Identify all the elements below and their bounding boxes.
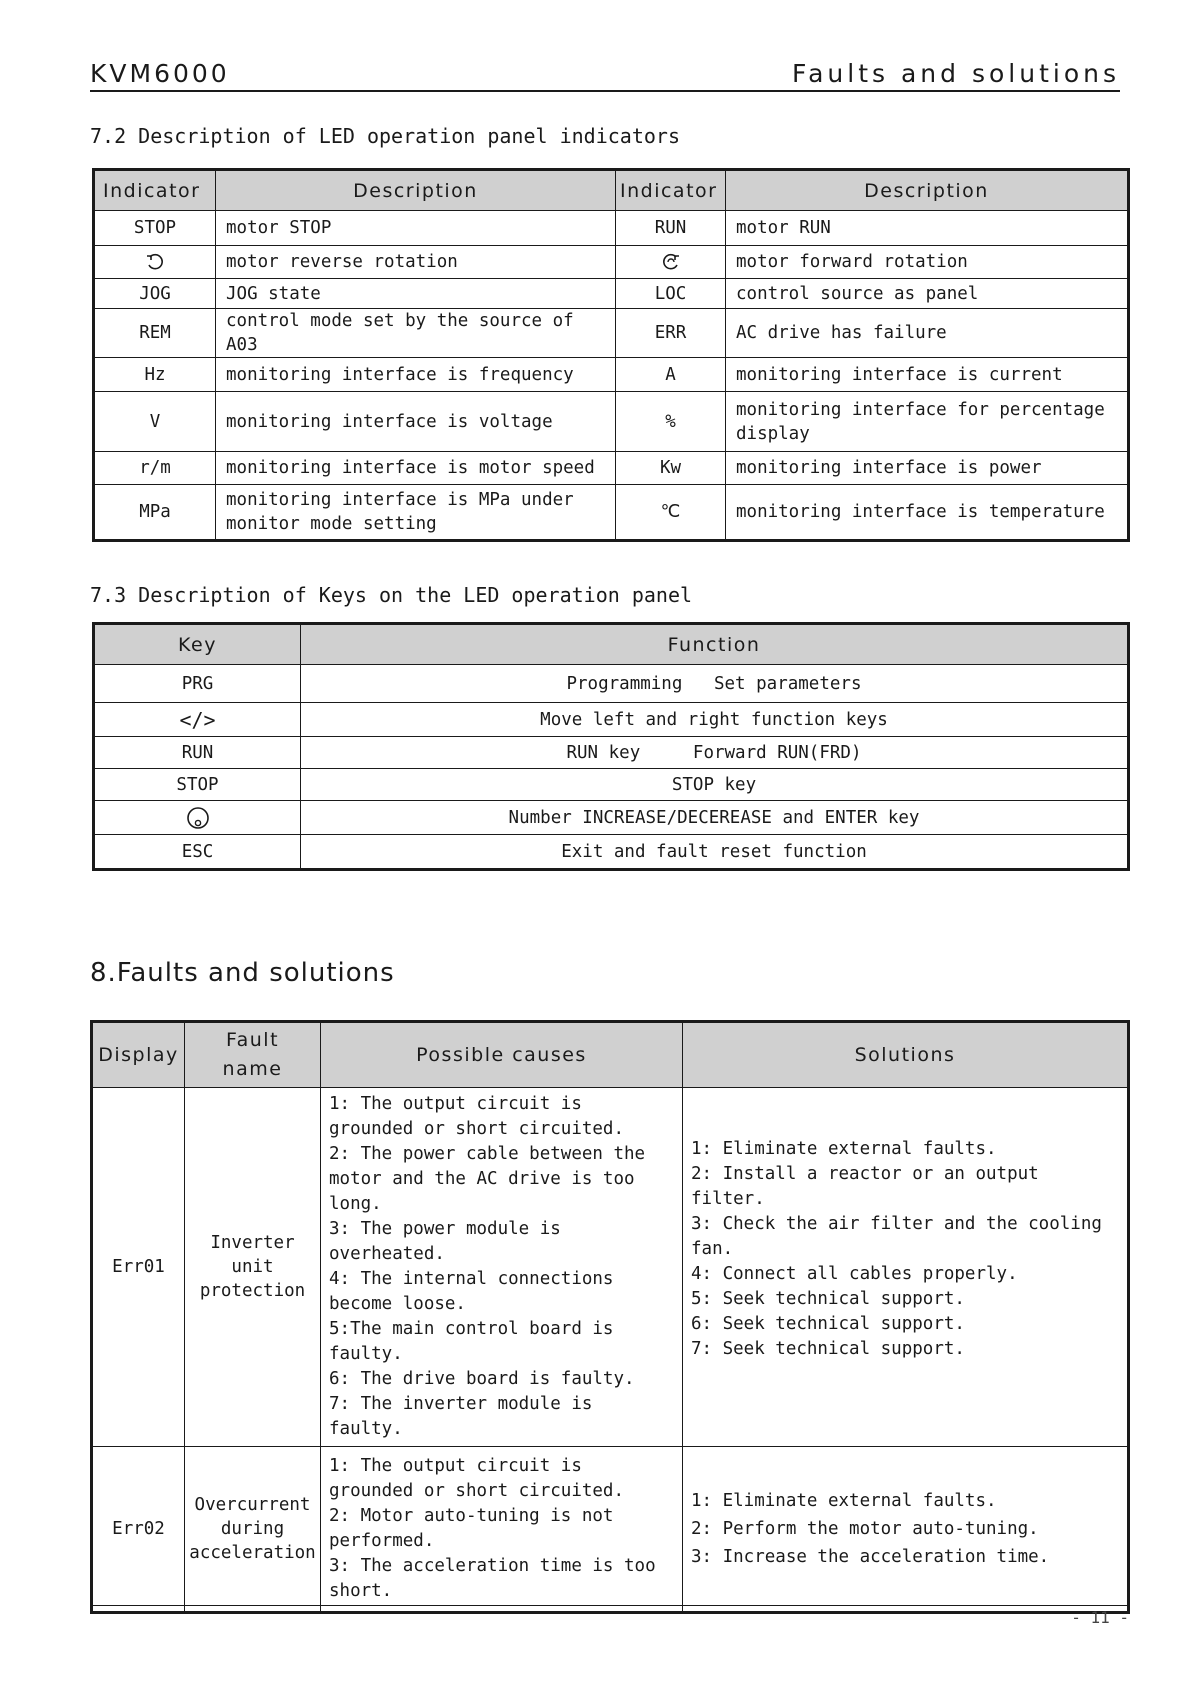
- indicator-desc: motor forward rotation: [726, 246, 1129, 279]
- key-name: STOP: [94, 769, 301, 801]
- cause-item: 6: The drive board is faulty.: [329, 1369, 635, 1389]
- indicator-code: %: [616, 392, 726, 452]
- indicator-desc: AC drive has failure: [726, 309, 1129, 358]
- knob-icon: [186, 806, 210, 830]
- indicator-code: Kw: [616, 452, 726, 485]
- footer-divider: [90, 1605, 1127, 1606]
- table-row: [94, 769, 1129, 801]
- indicator-code: V: [94, 392, 216, 452]
- key-function: RUN key Forward RUN(FRD): [301, 737, 1129, 769]
- indicator-code: ℃: [616, 485, 726, 541]
- section-7-3-title: 7.3 Description of Keys on the LED operation panel: [90, 583, 693, 607]
- cause-item: 1: The output circuit is grounded or short circuited.: [329, 1456, 625, 1501]
- table-row: [94, 211, 1129, 246]
- table-row: [92, 1088, 1129, 1447]
- key-function: Exit and fault reset function: [301, 835, 1129, 870]
- page-number: - 11 -: [1071, 1608, 1129, 1627]
- cause-item: 7: The inverter module is faulty.: [329, 1394, 593, 1439]
- indicator-desc: motor RUN: [726, 211, 1129, 246]
- forward-rotation-icon: [661, 252, 681, 272]
- header-model: KVM6000: [90, 59, 230, 88]
- key-name: PRG: [94, 665, 301, 703]
- indicator-code: A: [616, 358, 726, 392]
- key-function: STOP key: [301, 769, 1129, 801]
- col-header-indicator-2: Indicator: [616, 170, 726, 211]
- fault-solutions: [683, 1447, 1129, 1613]
- section-7-2-title: 7.2 Description of LED operation panel indicators: [90, 124, 681, 148]
- key-name: [94, 801, 301, 835]
- fault-code: Err01: [92, 1088, 185, 1447]
- col-header-function: Function: [301, 624, 1129, 665]
- fault-code: Err02: [92, 1447, 185, 1613]
- cause-item: 2: Motor auto-tuning is not performed.: [329, 1506, 614, 1551]
- cause-item: 5:The main control board is faulty.: [329, 1319, 614, 1364]
- solution-item: 2: Perform the motor auto-tuning.: [691, 1519, 1039, 1539]
- col-header-key: Key: [94, 624, 301, 665]
- indicator-desc: JOG state: [216, 279, 616, 309]
- key-function: Number INCREASE/DECEREASE and ENTER key: [301, 801, 1129, 835]
- cause-item: 2: The power cable between the motor and the AC drive is too long.: [329, 1144, 646, 1214]
- table-row: [94, 358, 1129, 392]
- reverse-rotation-icon: [145, 252, 165, 272]
- indicator-desc: motor STOP: [216, 211, 616, 246]
- section-8-title: 8.Faults and solutions: [90, 958, 395, 988]
- table-row: [94, 309, 1129, 358]
- page-header: [90, 52, 1120, 92]
- cause-item: 3: The acceleration time is too short.: [329, 1556, 656, 1601]
- indicator-code: JOG: [94, 279, 216, 309]
- col-header-description-2: Description: [726, 170, 1129, 211]
- solution-item: 6: Seek technical support.: [691, 1313, 965, 1334]
- indicator-desc: monitoring interface is temperature: [726, 485, 1129, 541]
- solution-item: 1: Eliminate external faults.: [691, 1138, 997, 1159]
- faults-table: [90, 1020, 1130, 1614]
- table-row: [94, 703, 1129, 737]
- indicator-desc: motor reverse rotation: [216, 246, 616, 279]
- table-row: [94, 246, 1129, 279]
- indicator-desc: monitoring interface is current: [726, 358, 1129, 392]
- col-header-fault-name: Fault name: [185, 1022, 321, 1088]
- col-header-indicator-1: Indicator: [94, 170, 216, 211]
- table-row: [94, 279, 1129, 309]
- solution-item: 5: Seek technical support.: [691, 1288, 965, 1309]
- table-row: [94, 801, 1129, 835]
- solution-item: 7: Seek technical support.: [691, 1338, 965, 1359]
- indicator-code: REM: [94, 309, 216, 358]
- indicator-code: r/m: [94, 452, 216, 485]
- fault-name: Inverter unit protection: [185, 1088, 321, 1447]
- table-row: [94, 392, 1129, 452]
- fault-causes: [321, 1088, 683, 1447]
- table-row: [94, 452, 1129, 485]
- col-header-display: Display: [92, 1022, 185, 1088]
- fault-causes: [321, 1447, 683, 1613]
- indicator-desc: monitoring interface for percentage display: [726, 392, 1129, 452]
- cause-item: 3: The power module is overheated.: [329, 1219, 561, 1264]
- key-name: RUN: [94, 737, 301, 769]
- key-function: Move left and right function keys: [301, 703, 1129, 737]
- solution-item: 1: Eliminate external faults.: [691, 1491, 997, 1511]
- indicator-desc: control source as panel: [726, 279, 1129, 309]
- indicator-desc: monitoring interface is MPa under monitor mode setting: [216, 485, 616, 541]
- indicator-desc: monitoring interface is power: [726, 452, 1129, 485]
- solution-item: 4: Connect all cables properly.: [691, 1263, 1018, 1284]
- key-function: Programming Set parameters: [301, 665, 1129, 703]
- indicator-desc: monitoring interface is voltage: [216, 392, 616, 452]
- indicator-table: [92, 168, 1130, 542]
- indicator-code: LOC: [616, 279, 726, 309]
- indicator-code: STOP: [94, 211, 216, 246]
- table-row: [94, 835, 1129, 870]
- indicator-desc: monitoring interface is frequency: [216, 358, 616, 392]
- col-header-solutions: Solutions: [683, 1022, 1129, 1088]
- indicator-desc: monitoring interface is motor speed: [216, 452, 616, 485]
- table-row: [94, 665, 1129, 703]
- key-name: ESC: [94, 835, 301, 870]
- indicator-code: [616, 246, 726, 279]
- table-row: [94, 485, 1129, 541]
- keys-table: [92, 622, 1130, 871]
- table-row: [94, 737, 1129, 769]
- header-chapter: Faults and solutions: [792, 59, 1120, 88]
- indicator-desc: control mode set by the source of A03: [216, 309, 616, 358]
- cause-item: 1: The output circuit is grounded or short circuited.: [329, 1094, 625, 1139]
- fault-solutions: [683, 1088, 1129, 1447]
- indicator-code: MPa: [94, 485, 216, 541]
- fault-name: Overcurrent during acceleration: [185, 1447, 321, 1613]
- indicator-code: RUN: [616, 211, 726, 246]
- table-row: [92, 1447, 1129, 1613]
- indicator-code: Hz: [94, 358, 216, 392]
- indicator-code: [94, 246, 216, 279]
- key-name: </>: [94, 703, 301, 737]
- solution-item: 3: Check the air filter and the cooling fan.: [691, 1213, 1102, 1259]
- cause-item: 4: The internal connections become loose.: [329, 1269, 614, 1314]
- indicator-code: ERR: [616, 309, 726, 358]
- solution-item: 2: Install a reactor or an output filter.: [691, 1163, 1039, 1209]
- col-header-description-1: Description: [216, 170, 616, 211]
- col-header-causes: Possible causes: [321, 1022, 683, 1088]
- solution-item: 3: Increase the acceleration time.: [691, 1547, 1050, 1567]
